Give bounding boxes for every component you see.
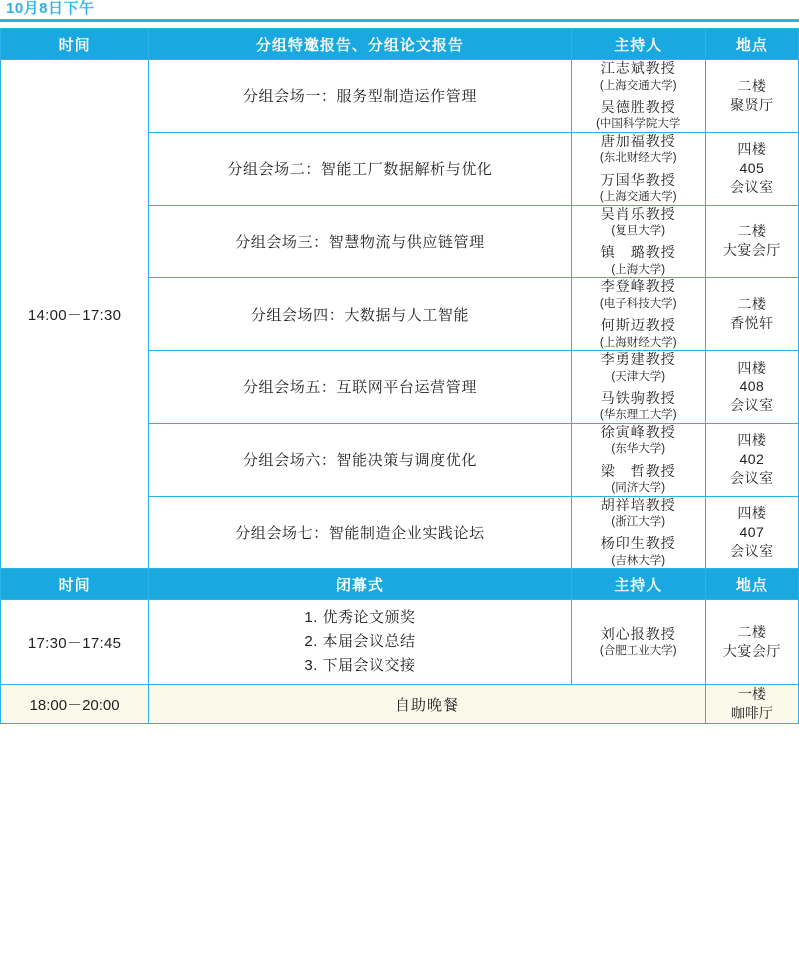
place-line: 二楼 <box>737 223 767 240</box>
host-name: 李勇建教授 <box>600 351 676 367</box>
session-place <box>705 205 798 278</box>
closing-items <box>149 600 572 685</box>
place-line: 402 <box>739 451 765 468</box>
page-title: 10月8日下午 <box>6 0 95 17</box>
place-line: 会议室 <box>730 542 774 559</box>
table-row <box>1 600 799 685</box>
host-affiliation: (复旦大学) <box>611 225 666 237</box>
host-affiliation: (上海财经大学) <box>599 336 677 349</box>
place-line: 405 <box>739 160 765 177</box>
header-topic: 分组特邀报告、分组论文报告 <box>149 29 572 60</box>
session-hosts <box>571 132 705 205</box>
session-topic: 分组会场二：智能工厂数据解析与优化 <box>149 132 572 205</box>
place-line: 聚贤厅 <box>730 96 774 113</box>
header-host-2: 主持人 <box>571 569 705 600</box>
host-affiliation: (浙江大学) <box>611 516 666 528</box>
header-place: 地点 <box>705 29 798 60</box>
host-name: 江志斌教授 <box>600 60 676 76</box>
host-affiliation: (东华大学) <box>611 443 666 456</box>
table-row <box>1 60 799 133</box>
session-place <box>705 423 798 496</box>
place-line: 四楼 <box>737 359 767 376</box>
host-name: 刘心报教授 <box>600 625 676 642</box>
session-topic: 分组会场三：智慧物流与供应链管理 <box>149 205 572 278</box>
session-place <box>705 496 798 569</box>
closing-place <box>705 600 798 685</box>
session-place <box>705 351 798 424</box>
place-line: 四楼 <box>737 432 767 449</box>
host-affiliation: (天津大学) <box>611 370 666 383</box>
session-hosts <box>571 60 705 133</box>
table-header-row-closing <box>1 569 799 600</box>
place-line: 会议室 <box>730 470 774 487</box>
host-affiliation: (合肥工业大学) <box>599 645 677 658</box>
session-topic: 分组会场五：互联网平台运营管理 <box>149 351 572 424</box>
host-name: 镇 璐教授 <box>600 244 676 261</box>
host-name: 吴肖乐教授 <box>600 205 676 222</box>
place-line: 大宴会厅 <box>722 643 781 660</box>
header-time: 时间 <box>1 29 149 60</box>
host-affiliation: (东北财经大学) <box>599 152 677 165</box>
dinner-topic: 自助晚餐 <box>149 685 706 724</box>
place-line: 一楼 <box>737 686 766 703</box>
host-affiliation: (上海交通大学) <box>599 79 677 92</box>
closing-list <box>149 600 571 684</box>
header-closing: 闭幕式 <box>149 569 572 600</box>
session-topic: 分组会场一：服务型制造运作管理 <box>149 60 572 133</box>
host-affiliation: (华东理工大学) <box>599 409 677 422</box>
host-name: 徐寅峰教授 <box>600 423 676 440</box>
host-affiliation: (上海交通大学) <box>599 191 677 204</box>
header-time-2: 时间 <box>1 569 149 600</box>
place-line: 会议室 <box>730 397 774 414</box>
list-item: 3. 下届会议交接 <box>304 657 416 675</box>
closing-host <box>571 600 705 685</box>
place-line: 大宴会厅 <box>722 242 781 259</box>
place-line: 408 <box>739 378 765 395</box>
place-line: 香悦轩 <box>730 315 774 332</box>
session-hosts <box>571 496 705 569</box>
host-name: 万国华教授 <box>600 171 676 188</box>
host-name: 胡祥培教授 <box>600 496 676 513</box>
host-affiliation: (同济大学) <box>611 482 666 495</box>
header-host: 主持人 <box>571 29 705 60</box>
place-line: 咖啡厅 <box>730 705 773 722</box>
session-hosts <box>571 205 705 278</box>
host-name: 梁 哲教授 <box>600 462 676 479</box>
list-item: 2. 本届会议总结 <box>304 633 416 651</box>
host-affiliation: (电子科技大学) <box>599 297 677 310</box>
host-name: 唐加福教授 <box>600 132 676 149</box>
place-line: 二楼 <box>737 77 767 94</box>
place-line: 四楼 <box>737 141 767 158</box>
host-affiliation: (上海大学) <box>611 263 666 276</box>
host-name: 杨印生教授 <box>600 535 676 552</box>
session-topic: 分组会场六：智能决策与调度优化 <box>149 423 572 496</box>
schedule-table <box>0 28 799 724</box>
place-line: 407 <box>739 523 765 540</box>
section-title-bar <box>0 0 799 22</box>
table-row-dinner <box>1 685 799 724</box>
afternoon-time-cell: 14:00－17:30 <box>1 60 149 569</box>
dinner-time: 18:00－20:00 <box>1 685 149 724</box>
session-topic: 分组会场七：智能制造企业实践论坛 <box>149 496 572 569</box>
session-hosts <box>571 423 705 496</box>
closing-time: 17:30－17:45 <box>1 600 149 685</box>
host-affiliation: (吉林大学) <box>611 554 666 567</box>
session-hosts <box>571 278 705 351</box>
host-name: 何斯迈教授 <box>600 317 676 334</box>
session-place <box>705 60 798 133</box>
host-name: 李登峰教授 <box>600 278 676 295</box>
session-place <box>705 132 798 205</box>
dinner-place <box>705 685 798 724</box>
host-name: 吴德胜教授 <box>600 98 676 115</box>
session-hosts <box>571 351 705 424</box>
header-place-2: 地点 <box>705 569 798 600</box>
place-line: 会议室 <box>730 179 774 196</box>
list-item: 1. 优秀论文颁奖 <box>304 609 416 627</box>
place-line: 二楼 <box>737 624 767 641</box>
session-topic: 分组会场四：大数据与人工智能 <box>149 278 572 351</box>
table-header-row-afternoon <box>1 29 799 60</box>
place-line: 二楼 <box>737 296 767 313</box>
place-line: 四楼 <box>737 505 767 522</box>
host-affiliation: (中国科学院大学 <box>596 118 681 131</box>
host-name: 马铁驹教授 <box>600 389 676 406</box>
session-place <box>705 278 798 351</box>
